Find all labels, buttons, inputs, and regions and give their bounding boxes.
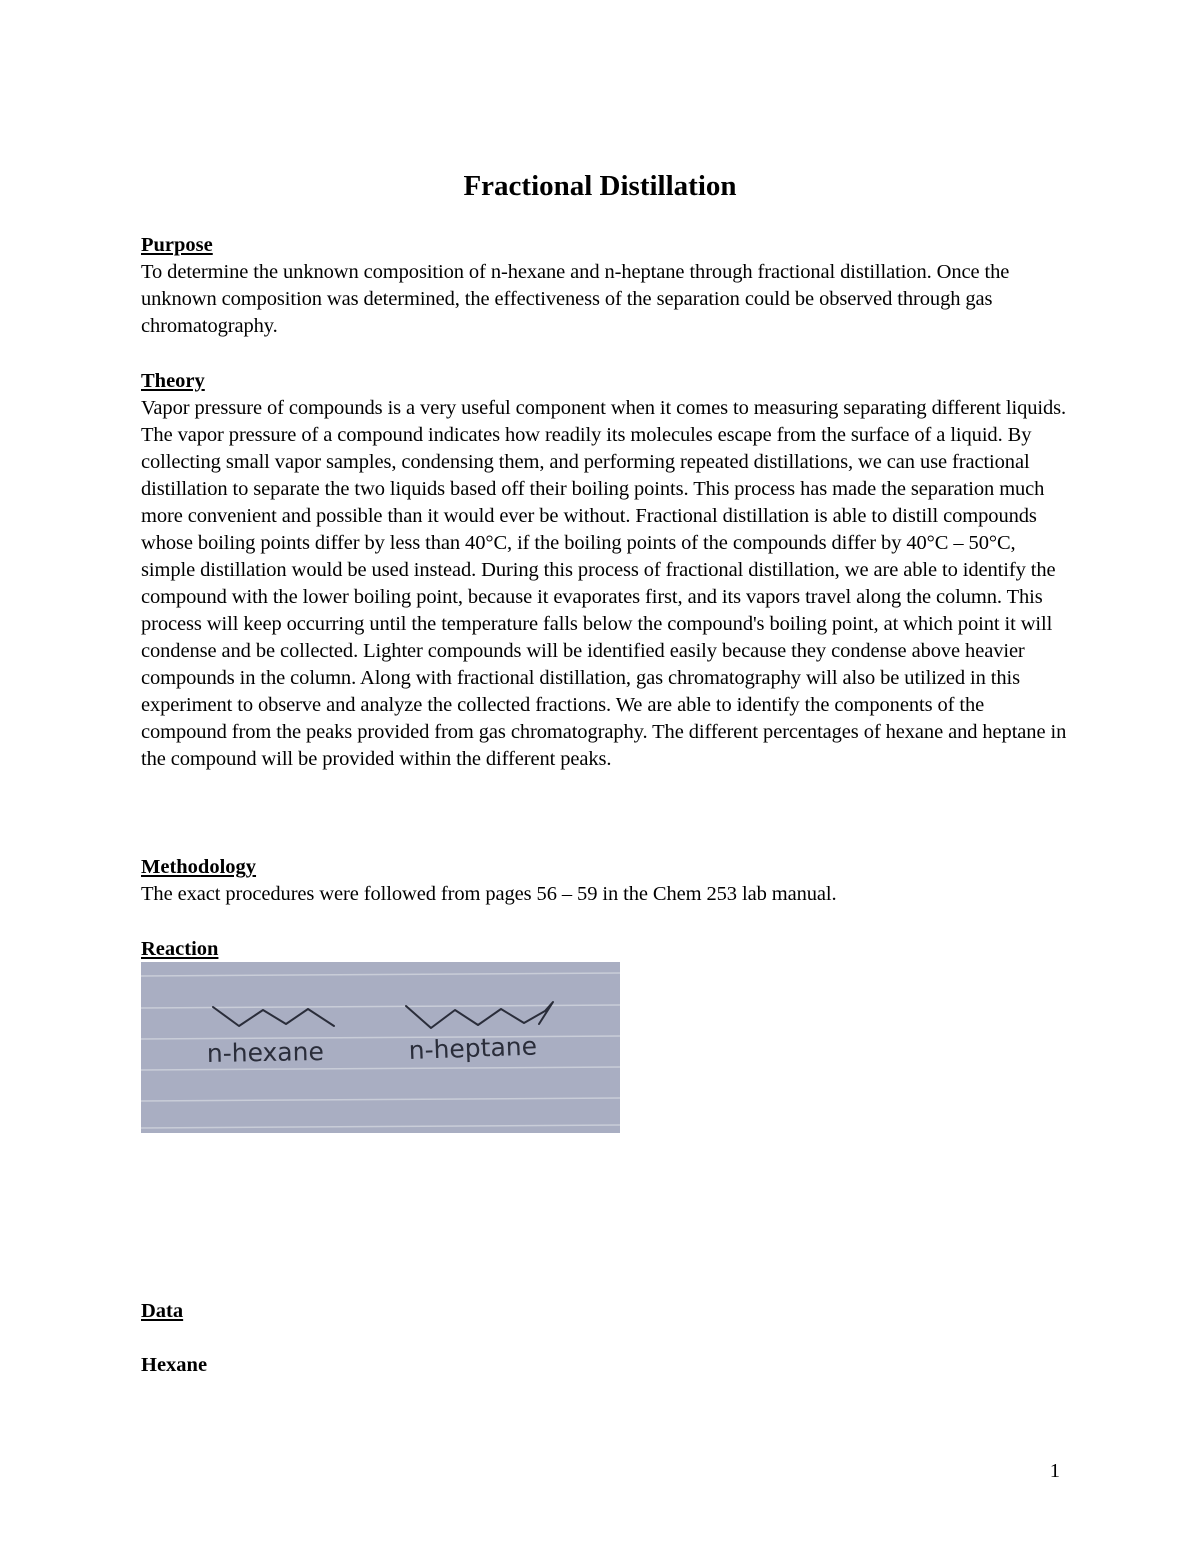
hexane-handwritten-label: n-hexane — [206, 1036, 325, 1068]
theory-heading: Theory — [141, 370, 205, 392]
reaction-notebook-photo — [141, 962, 620, 1133]
methodology-section — [141, 854, 1071, 908]
document-title: Fractional Distillation — [463, 170, 737, 202]
hexane-section — [141, 1352, 1071, 1379]
purpose-section — [141, 232, 1071, 340]
purpose-heading: Purpose — [141, 234, 213, 256]
methodology-heading: Methodology — [141, 856, 257, 878]
theory-text: Vapor pressure of compounds is a very useful component when it comes to measuring separating different liquids. The vapor pressure of a compound indicates how readily its molecules escape from the surface of a liquid. By collecting small vapor samples, condensing them, and performing repeated distillations, we can use fractional distillation to separate the two liquids based off their boiling points. This process has made the separation much more convenient and possible than it would ever be without. Fractional distillation is able to distill compounds whose boiling points differ by less than 40°C, if the boiling points of the compounds differ by 40°C – 50°C, simple distillation would be used instead. During this process of fractional distillation, we are able to identify the compound with the lower boiling point, because it evaporates first, and its vapors travel along the column. This process will keep occurring until the temperature falls below the compound's boiling point, at which point it will condense and be collected. Lighter compounds will be identified easily because they condense above heavier compounds in the column. Along with fractional distillation, gas chromatography will also be utilized in this experiment to observe and analyze the collected fractions. We are able to identify the components of the compound from the peaks provided from gas chromatography. The different percentages of hexane and heptane in the compound will be provided within the different peaks. — [141, 397, 1067, 770]
reaction-section — [141, 936, 1071, 963]
theory-section — [141, 368, 1071, 773]
heptane-handwritten-label: n-heptane — [408, 1031, 538, 1065]
purpose-text: To determine the unknown composition of n-hexane and n-heptane through fractional distillation. Once the unknown composition was determined, the effectiveness of the separation could be observed through gas chromatography. — [141, 261, 1010, 337]
hexane-heading: Hexane — [141, 1354, 208, 1376]
reaction-heading: Reaction — [141, 938, 219, 960]
methodology-text: The exact procedures were followed from pages 56 – 59 in the Chem 253 lab manual. — [141, 883, 837, 905]
data-section — [141, 1298, 1071, 1325]
data-heading: Data — [141, 1300, 184, 1322]
page-number: 1 — [1049, 1460, 1060, 1482]
